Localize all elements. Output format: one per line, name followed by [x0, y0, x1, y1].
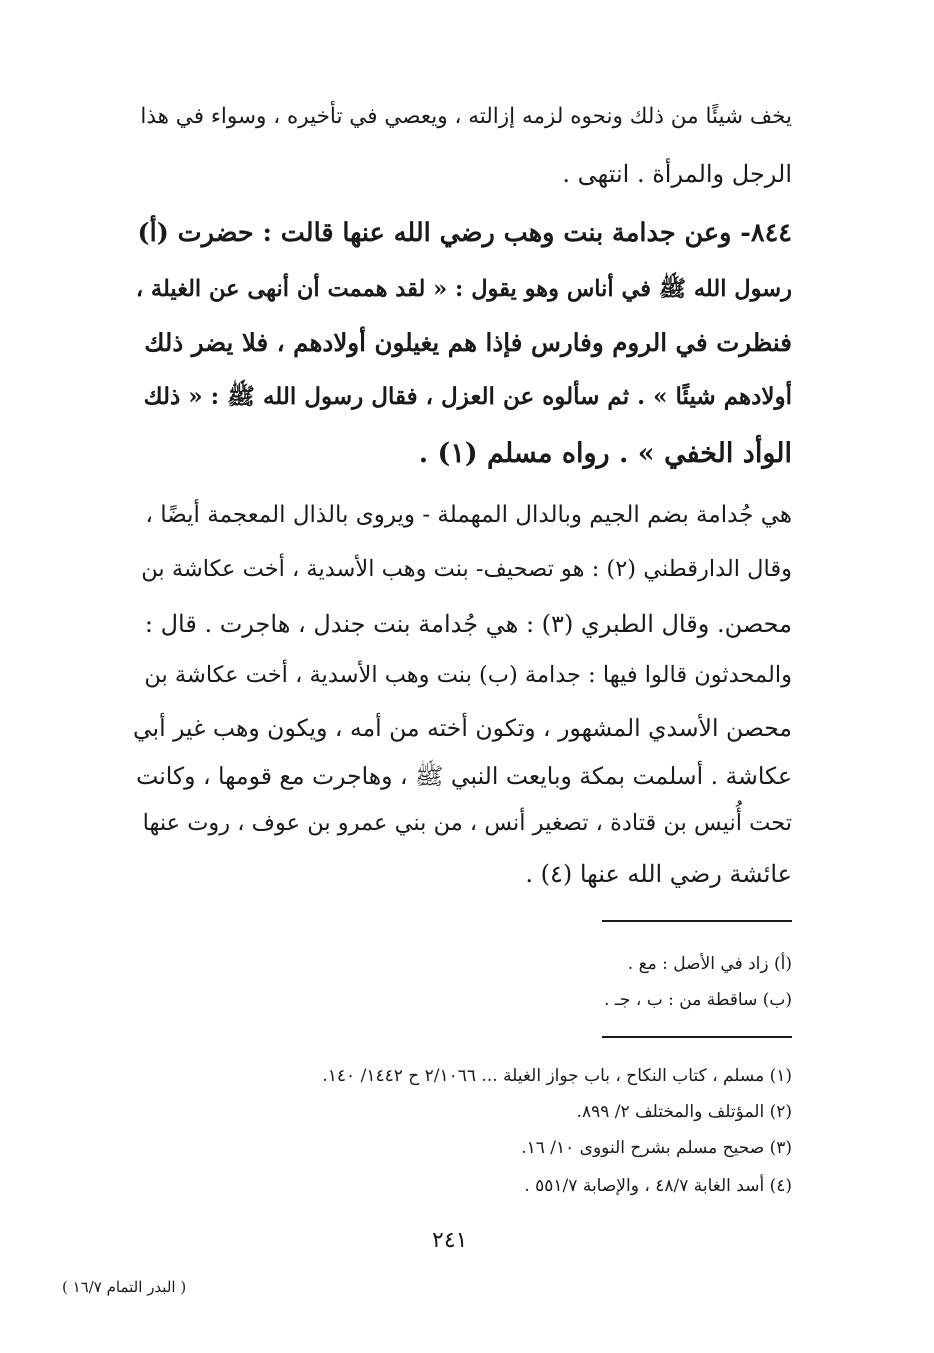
intro-line-1: يخف شيئًا من ذلك ونحوه لزمه إزالته ، ويعصي في تأخيره ، وسواء في هذا	[140, 104, 792, 129]
variant-notes-rule	[602, 920, 792, 922]
hadith-line-1: ٨٤٤- وعن جدامة بنت وهب رضي الله عنها قالت : حضرت (أ)	[137, 218, 792, 248]
commentary-line-2: وقال الدارقطني (٢) : هو تصحيف- بنت وهب الأسدية ، أخت عكاشة بن	[141, 556, 792, 582]
commentary-line-5: محصن الأسدي المشهور ، وتكون أخته من أمه ، ويكون وهب غير أبي	[132, 714, 792, 742]
source-label: ( البدر التمام ١٦/٧ )	[62, 1278, 187, 1296]
variant-note-a: (أ) زاد في الأصل : مع .	[627, 954, 792, 974]
hadith-line-3: فنظرت في الروم وفارس فإذا هم يغيلون أولادهم ، فلا يضر ذلك	[144, 328, 792, 357]
commentary-line-7: تحت أُنيس بن قتادة ، تصغير أنس ، من بني عمرو بن عوف ، روت عنها	[142, 810, 792, 836]
commentary-line-6: عكاشة . أسلمت بمكة وبايعت النبي ﷺ ، وهاجرت مع قومها ، وكانت	[136, 762, 792, 790]
footnote-4: (٤) أسد الغابة ٤٨/٧ ، والإصابة ٥٥١/٧ .	[524, 1176, 792, 1196]
footnote-1: (١) مسلم ، كتاب النكاح ، باب جواز الغيلة ... ٢/١٠٦٦ ح ١٤٤٢/ ١٤٠.	[322, 1066, 792, 1086]
hadith-line-5: الوأد الخفي » . رواه مسلم (١) .	[418, 438, 792, 469]
footnote-2: (٢) المؤتلف والمختلف ٢/ ٨٩٩.	[576, 1102, 792, 1122]
footnote-3: (٣) صحيح مسلم بشرح النووى ١٠/ ١٦.	[521, 1138, 792, 1158]
commentary-line-4: والمحدثون قالوا فيها : جدامة (ب) بنت وهب الأسدية ، أخت عكاشة بن	[144, 662, 792, 688]
intro-line-2: الرجل والمرأة . انتهى .	[562, 160, 792, 188]
commentary-line-8: عائشة رضي الله عنها (٤) .	[525, 860, 792, 888]
footnotes-rule	[602, 1036, 792, 1038]
hadith-line-4: أولادهم شيئًا » . ثم سألوه عن العزل ، فقال رسول الله ﷺ : « ذلك	[143, 383, 792, 410]
commentary-line-3: محصن. وقال الطبري (٣) : هي جُدامة بنت جندل ، هاجرت . قال :	[144, 610, 792, 638]
page-number: ٢٤١	[432, 1228, 468, 1253]
commentary-line-1: هي جُدامة بضم الجيم وبالدال المهملة - ويروى بالذال المعجمة أيضًا ،	[145, 502, 792, 528]
hadith-line-2: رسول الله ﷺ في أناس وهو يقول : « لقد هممت أن أنهى عن الغيلة ،	[135, 276, 792, 302]
variant-note-b: (ب) ساقطة من : ب ، جـ .	[604, 990, 792, 1010]
